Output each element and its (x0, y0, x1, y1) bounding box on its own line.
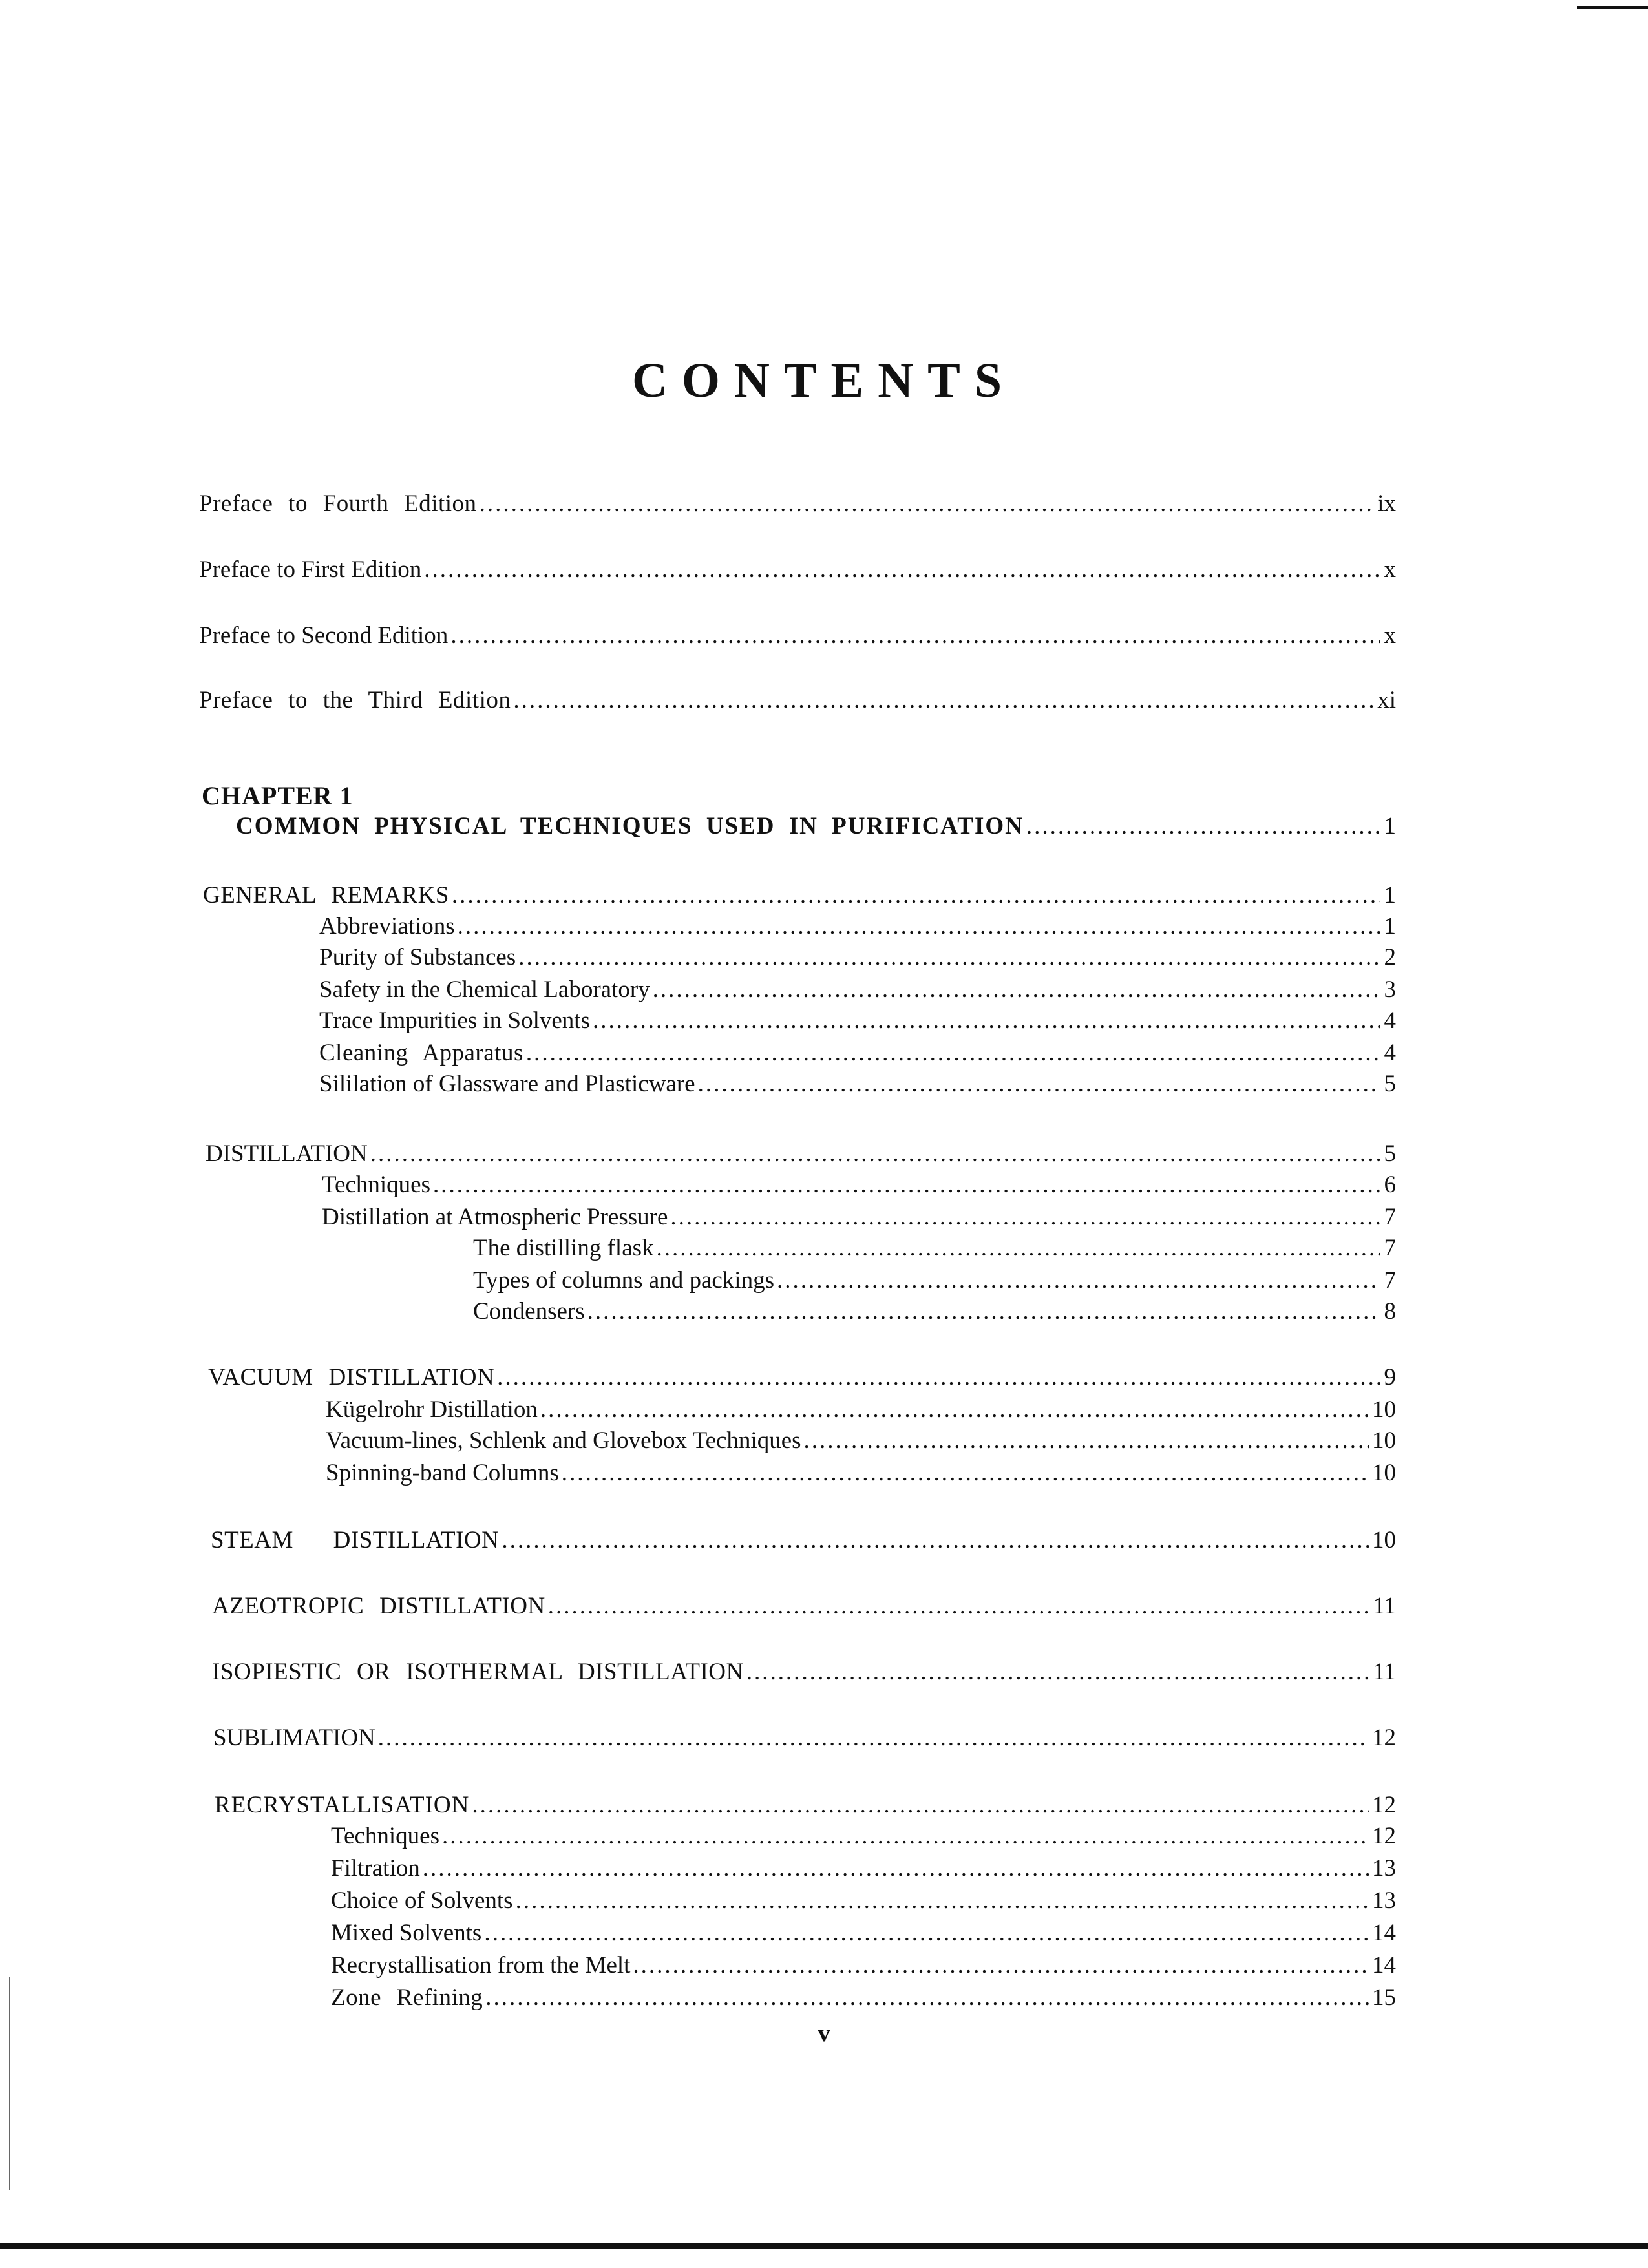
leader-dots (540, 1394, 1369, 1420)
toc-entry-vacuum-distillation[interactable] (208, 1362, 1396, 1393)
leader-dots (497, 1362, 1380, 1388)
toc-entry-page: 14 (1372, 1920, 1396, 1946)
toc-entry-page: 10 (1372, 1427, 1396, 1454)
toc-entry-label: ISOPIESTIC OR ISOTHERMAL DISTILLATION (212, 1659, 744, 1685)
leader-dots (657, 1233, 1380, 1259)
toc-entry-page: 1 (1384, 882, 1396, 908)
toc-entry-page: 7 (1384, 1204, 1396, 1230)
leader-dots (378, 1723, 1369, 1748)
toc-entry-label: Trace Impurities in Solvents (319, 1007, 590, 1034)
toc-entry-columns-packings[interactable] (473, 1265, 1396, 1296)
leader-dots (442, 1821, 1369, 1847)
chapter-label: CHAPTER 1 (202, 781, 354, 810)
toc-entry-choice-of-solvents[interactable] (331, 1885, 1396, 1916)
toc-entry-page: 1 (1384, 913, 1396, 940)
toc-entry-label: Choice of Solvents (331, 1887, 513, 1914)
leader-dots (452, 880, 1380, 906)
toc-entry-page: x (1384, 622, 1396, 649)
toc-entry-filtration[interactable] (331, 1853, 1396, 1884)
toc-entry-label: VACUUM DISTILLATION (208, 1364, 495, 1391)
toc-entry-page: 3 (1384, 976, 1396, 1003)
toc-entry-label: DISTILLATION (206, 1140, 368, 1167)
toc-entry-page: 12 (1372, 1725, 1396, 1751)
toc-entry-page: 1 (1384, 813, 1396, 839)
toc-entry-label: Preface to Second Edition (199, 622, 449, 649)
toc-entry-preface-first[interactable] (199, 554, 1396, 585)
page-number: v (818, 2020, 830, 2047)
leader-dots (433, 1170, 1380, 1195)
toc-entry-label: Distillation at Atmospheric Pressure (322, 1204, 668, 1230)
toc-entry-vacuum-lines[interactable] (326, 1425, 1396, 1456)
toc-entry-isopiestic-distillation[interactable] (212, 1657, 1396, 1688)
toc-entry-page: 2 (1384, 944, 1396, 971)
toc-entry-label: Techniques (322, 1171, 430, 1198)
leader-dots (502, 1525, 1369, 1551)
leader-dots (587, 1296, 1380, 1322)
toc-entry-page: 7 (1384, 1235, 1396, 1261)
toc-entry-label: Vacuum-lines, Schlenk and Glovebox Techniques (326, 1427, 801, 1454)
toc-entry-chapter-1-title[interactable] (236, 811, 1396, 842)
leader-dots (516, 1885, 1369, 1911)
toc-entry-label: RECRYSTALLISATION (215, 1792, 470, 1818)
toc-entry-page: 13 (1372, 1887, 1396, 1914)
leader-dots (370, 1139, 1380, 1164)
toc-entry-label: Preface to Fourth Edition (199, 490, 477, 517)
toc-entry-page: xi (1377, 687, 1396, 713)
leader-dots (526, 1038, 1380, 1064)
toc-entry-label: Sililation of Glassware and Plasticware (319, 1071, 695, 1097)
toc-entry-kugelrohr[interactable] (326, 1394, 1396, 1425)
toc-entry-label: Purity of Substances (319, 944, 516, 971)
leader-dots (548, 1591, 1371, 1617)
toc-entry-label: Safety in the Chemical Laboratory (319, 976, 650, 1003)
top-edge-rule (1577, 6, 1648, 9)
toc-entry-distillation[interactable] (206, 1139, 1396, 1170)
leader-dots (633, 1950, 1369, 1976)
toc-entry-page: 4 (1384, 1040, 1396, 1066)
toc-entry-atmospheric-pressure[interactable] (322, 1202, 1396, 1233)
toc-entry-label: Filtration (331, 1855, 420, 1882)
toc-entry-page: 15 (1372, 1984, 1396, 2011)
toc-entry-recrystallisation[interactable] (215, 1790, 1396, 1821)
toc-entry-page: 13 (1372, 1855, 1396, 1882)
toc-entry-label: STEAM DISTILLATION (211, 1527, 500, 1553)
toc-entry-sublimation[interactable] (213, 1723, 1396, 1754)
leader-dots (698, 1069, 1380, 1095)
toc-entry-page: 11 (1373, 1593, 1396, 1619)
toc-entry-safety[interactable] (319, 974, 1396, 1005)
toc-entry-label: Kügelrohr Distillation (326, 1396, 538, 1423)
toc-entry-recrystallisation-melt[interactable] (331, 1950, 1396, 1981)
leader-dots (424, 554, 1380, 580)
toc-entry-label: Mixed Solvents (331, 1920, 482, 1946)
toc-entry-label: COMMON PHYSICAL TECHNIQUES USED IN PURIFICATION (236, 813, 1024, 839)
leader-dots (562, 1458, 1369, 1484)
toc-entry-mixed-solvents[interactable] (331, 1918, 1396, 1949)
bottom-edge-rule (0, 2243, 1648, 2249)
toc-entry-page: 11 (1373, 1659, 1396, 1685)
page-title: CONTENTS (631, 353, 1017, 408)
toc-entry-abbreviations[interactable] (319, 911, 1396, 942)
toc-entry-page: 10 (1372, 1396, 1396, 1423)
leader-dots (1026, 811, 1380, 837)
toc-entry-label: Preface to First Edition (199, 556, 422, 583)
toc-entry-azeotropic-distillation[interactable] (212, 1591, 1396, 1622)
toc-entry-page: 4 (1384, 1007, 1396, 1034)
leader-dots (484, 1918, 1369, 1944)
toc-entry-label: Preface to the Third Edition (199, 687, 511, 713)
leader-dots (485, 1982, 1369, 2008)
leader-dots (777, 1265, 1380, 1291)
toc-entry-label: AZEOTROPIC DISTILLATION (212, 1593, 545, 1619)
toc-entry-label: Spinning-band Columns (326, 1460, 559, 1486)
toc-entry-general-remarks[interactable] (203, 880, 1396, 911)
toc-entry-preface-fourth[interactable] (199, 488, 1396, 520)
leader-dots (746, 1657, 1371, 1683)
toc-entry-zone-refining[interactable] (331, 1982, 1396, 2013)
leader-dots (670, 1202, 1380, 1228)
leader-dots (472, 1790, 1369, 1816)
leader-dots (518, 942, 1380, 968)
leader-dots (804, 1425, 1369, 1451)
toc-entry-preface-second[interactable] (199, 620, 1396, 651)
toc-entry-purity[interactable] (319, 942, 1396, 973)
leader-dots (653, 974, 1380, 1000)
toc-entry-label: Cleaning Apparatus (319, 1040, 523, 1066)
toc-entry-recrystallisation-techniques[interactable] (331, 1821, 1396, 1852)
toc-entry-label: Condensers (473, 1298, 585, 1325)
toc-entry-page: ix (1377, 490, 1396, 517)
leader-dots (480, 488, 1375, 514)
toc-entry-label: Techniques (331, 1823, 439, 1849)
toc-entry-trace-impurities[interactable] (319, 1005, 1396, 1036)
toc-entry-preface-third[interactable] (199, 685, 1396, 716)
toc-entry-page: 14 (1372, 1952, 1396, 1979)
toc-entry-distilling-flask[interactable] (473, 1233, 1396, 1264)
leader-dots (450, 620, 1380, 646)
leader-dots (423, 1853, 1369, 1879)
toc-entry-page: 10 (1372, 1460, 1396, 1486)
toc-entry-label: Zone Refining (331, 1984, 483, 2011)
toc-entry-cleaning-apparatus[interactable] (319, 1038, 1396, 1069)
leader-dots (593, 1005, 1380, 1031)
toc-entry-page: 10 (1372, 1527, 1396, 1553)
toc-entry-label: Abbreviations (319, 913, 455, 940)
toc-entry-distillation-techniques[interactable] (322, 1170, 1396, 1201)
scan-margin-mark (9, 1977, 10, 2190)
toc-entry-steam-distillation[interactable] (211, 1525, 1396, 1556)
toc-entry-label: GENERAL REMARKS (203, 882, 449, 908)
toc-entry-label: The distilling flask (473, 1235, 654, 1261)
toc-entry-page: 9 (1384, 1364, 1396, 1391)
toc-entry-label: Recrystallisation from the Melt (331, 1952, 631, 1979)
toc-entry-page: 5 (1384, 1071, 1396, 1097)
toc-entry-page: 7 (1384, 1267, 1396, 1294)
toc-entry-page: 12 (1372, 1792, 1396, 1818)
toc-entry-spinning-band[interactable] (326, 1458, 1396, 1489)
toc-entry-page: 6 (1384, 1171, 1396, 1198)
toc-entry-page: 8 (1384, 1298, 1396, 1325)
toc-entry-label: Types of columns and packings (473, 1267, 774, 1294)
toc-entry-page: 5 (1384, 1140, 1396, 1167)
toc-entry-sililation[interactable] (319, 1069, 1396, 1100)
toc-entry-page: 12 (1372, 1823, 1396, 1849)
leader-dots (458, 911, 1380, 937)
toc-entry-condensers[interactable] (473, 1296, 1396, 1327)
leader-dots (513, 685, 1375, 711)
toc-entry-page: x (1384, 556, 1396, 583)
toc-entry-label: SUBLIMATION (213, 1725, 375, 1751)
